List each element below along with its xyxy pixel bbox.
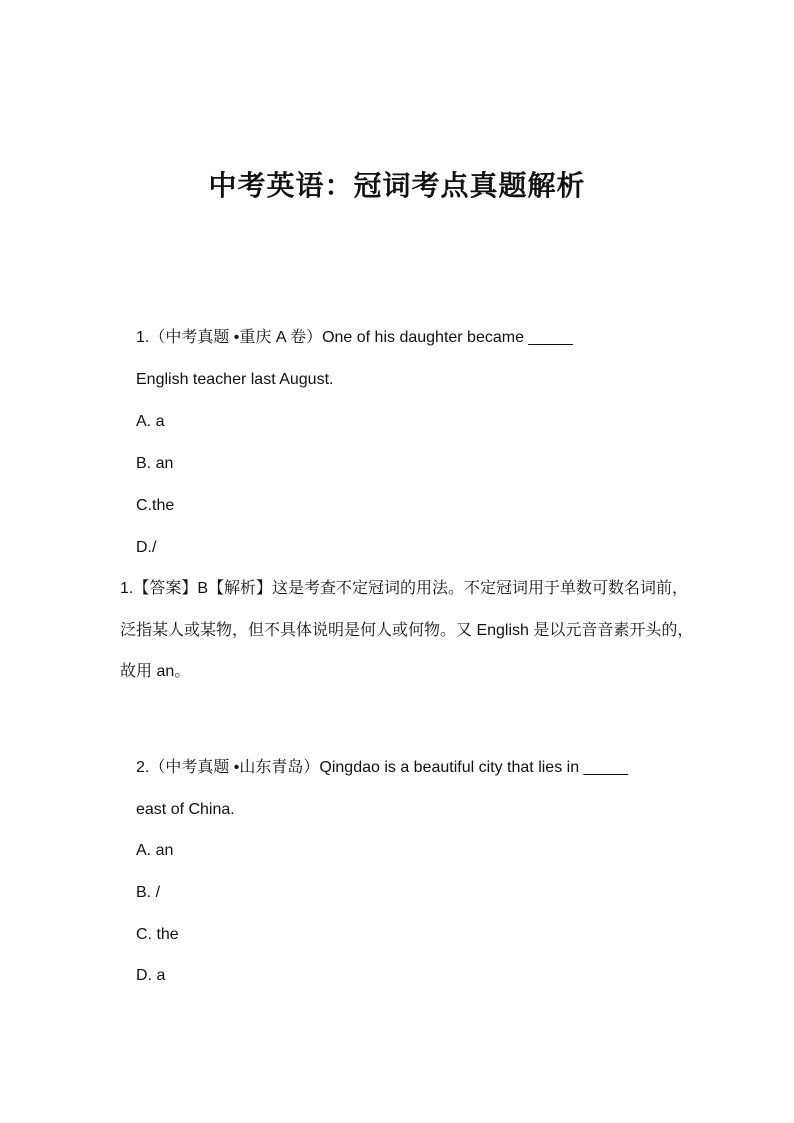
page-title: 中考英语：冠词考点真题解析 [208, 169, 586, 202]
question-1-stem-line-1: 1.（中考真题 •重庆 A 卷）One of his daughter became _____ [136, 329, 573, 346]
question-1-stem-line-2: English teacher last August. [136, 371, 334, 388]
question-1-option-d: D./ [136, 539, 157, 556]
question-2-option-a: A. an [136, 842, 174, 859]
question-2-option-b: B. / [136, 884, 161, 901]
question-2-stem-line-2: east of China. [136, 801, 235, 818]
answer-1-line-1: 1.【答案】B【解析】这是考查不定冠词的用法。不定冠词用于单数可数名词前， [120, 580, 689, 597]
question-1-option-c: C.the [136, 497, 175, 514]
question-2-option-d: D. a [136, 967, 166, 984]
question-1-option-a: A. a [136, 413, 165, 430]
question-1-option-b: B. an [136, 455, 174, 472]
question-2-stem-line-1: 2.（中考真题 •山东青岛）Qingdao is a beautiful city that lies in _____ [136, 759, 629, 776]
answer-1-line-3: 故用 an。 [120, 663, 191, 680]
answer-1-line-2: 泛指某人或某物，但不具体说明是何人或何物。又 English 是以元音音素开头的， [120, 622, 694, 639]
question-2-option-c: C. the [136, 926, 179, 943]
